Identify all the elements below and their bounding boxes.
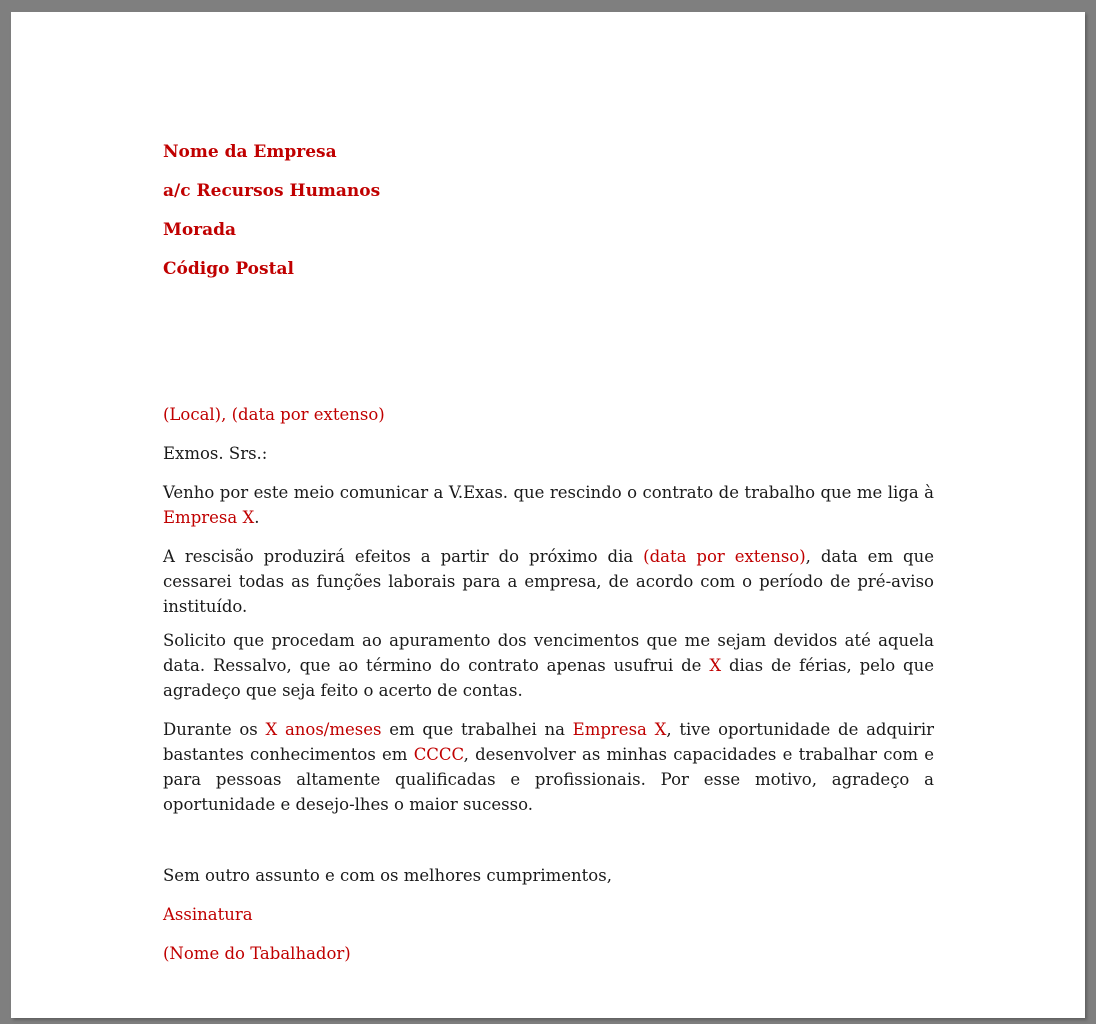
p3-text-a: Solicito que procedam ao apuramento dos vencimentos que me sejam devidos até aquela data. Ressalvo, que ao término do contrato apenas usufrui de xyxy=(163,631,934,675)
p4-text-c: , tive oportunidade de adquirir bastantes conhecimentos em xyxy=(163,720,934,764)
letter-body xyxy=(163,140,934,966)
p1-text-b: . xyxy=(254,508,260,527)
p2-date-placeholder: (data por extenso) xyxy=(643,547,806,566)
p4-text-d: , desenvolver as minhas capacidades e trabalhar com e para pessoas altamente qualificadas e profissionais. Por esse motivo, agradeço a oportunidade e desejo-lhes o maior sucesso. xyxy=(163,745,935,814)
postal-code: Código Postal xyxy=(163,259,294,279)
company-name: Nome da Empresa xyxy=(163,142,337,162)
hr-attention: a/c Recursos Humanos xyxy=(163,181,381,201)
p4-company-placeholder: Empresa X xyxy=(572,720,667,739)
paragraph-2 xyxy=(163,544,934,619)
place-and-date: (Local), (data por extenso) xyxy=(163,405,385,424)
p4-text-b: em que trabalhei na xyxy=(381,720,573,739)
worker-name-placeholder: (Nome do Tabalhador) xyxy=(163,944,351,963)
p1-company-placeholder: Empresa X xyxy=(163,508,255,527)
document-page xyxy=(11,12,1085,1018)
p2-text-b: , data em que cessarei todas as funções laborais para a empresa, de acordo com o período de pré-aviso instituído. xyxy=(163,547,934,616)
paragraph-4 xyxy=(163,717,934,817)
signature-placeholder: Assinatura xyxy=(163,905,253,924)
paragraph-3 xyxy=(163,628,934,703)
closing: Sem outro assunto e com os melhores cumprimentos, xyxy=(163,866,612,885)
p2-text-a: A rescisão produzirá efeitos a partir do próximo dia xyxy=(163,547,644,566)
salutation: Exmos. Srs.: xyxy=(163,444,268,463)
paragraph-1 xyxy=(163,480,934,530)
p4-text-a: Durante os xyxy=(163,720,266,739)
p3-days-placeholder: X xyxy=(709,656,722,675)
company-address: Morada xyxy=(163,220,237,240)
p1-text-a: Venho por este meio comunicar a V.Exas. que rescindo o contrato de trabalho que me liga à xyxy=(163,483,934,502)
p4-field-placeholder: CCCC xyxy=(413,745,464,764)
p4-years-placeholder: X anos/meses xyxy=(265,720,382,739)
p3-text-b: dias de férias, pelo que agradeço que seja feito o acerto de contas. xyxy=(163,656,934,700)
